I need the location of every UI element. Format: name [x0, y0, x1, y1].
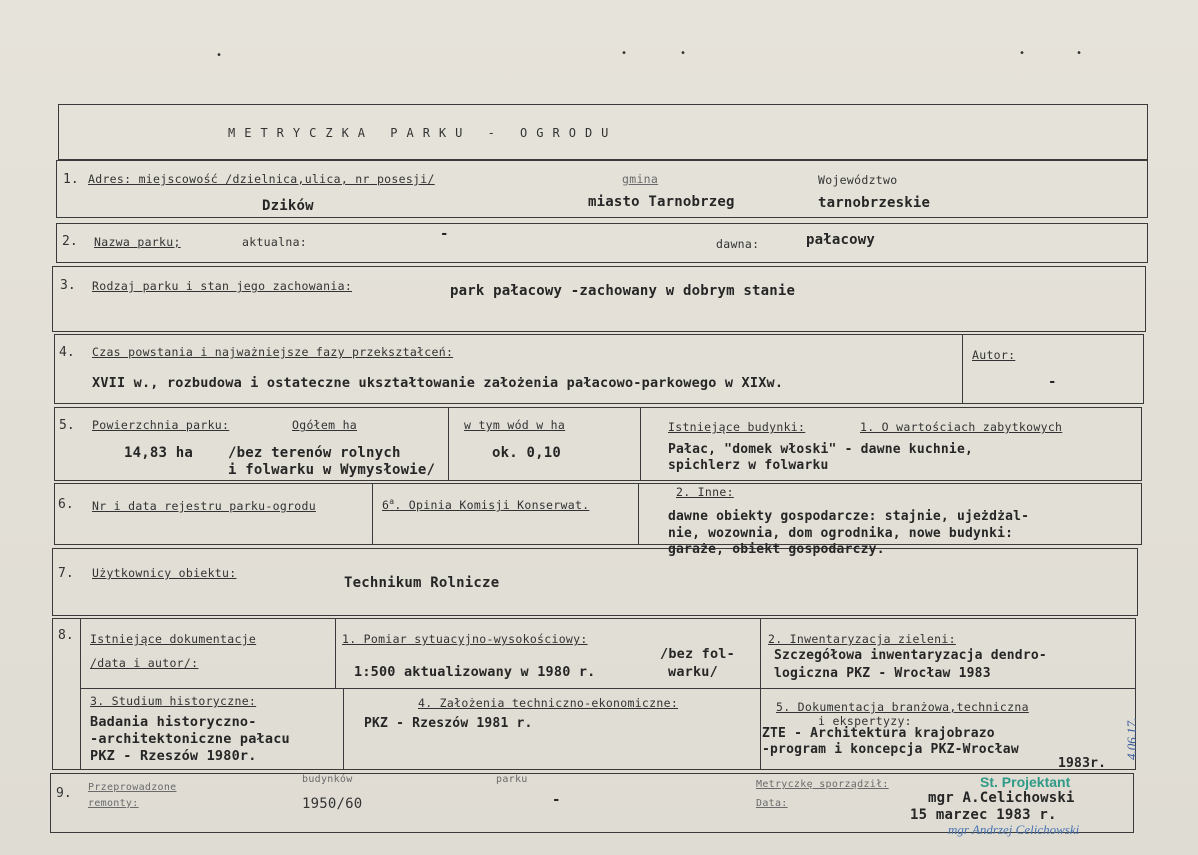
- branch-docs-label-1: 5. Dokumentacja branżowa,techniczna: [776, 700, 1029, 714]
- speck: •: [621, 48, 628, 59]
- greenery-label: 2. Inwentaryzacja zieleni:: [768, 632, 956, 646]
- row-8-divider-d: [343, 688, 344, 770]
- survey-value: 1:500 aktualizowany w 1980 r.: [354, 664, 596, 680]
- repairs-buildings-value: 1950/60: [302, 796, 363, 812]
- row-8-divider-b: [335, 618, 336, 688]
- water-value: ok. 0,10: [492, 445, 562, 461]
- row-6-number: 6.: [58, 497, 74, 512]
- former-name-label: dawna:: [716, 237, 760, 251]
- users-label: Użytkownicy obiektu:: [92, 566, 237, 580]
- other-buildings-value-1: dawne obiekty gospodarcze: stajnie, ujeżdżal-: [668, 509, 1030, 524]
- form-title: METRYCZKA PARKU - OGRODU: [228, 126, 618, 140]
- row-5-divider-b: [640, 407, 641, 481]
- area-note-2: i folwarku w Wymysłowie/: [228, 462, 436, 478]
- address-label: Adres: miejscowość /dzielnica,ulica, nr posesji/: [88, 172, 435, 186]
- row-9-number: 9.: [56, 786, 72, 801]
- park-name-label: Nazwa parku;: [94, 235, 181, 249]
- row-5-number: 5.: [59, 418, 75, 433]
- speck: •: [216, 50, 223, 61]
- register-label: Nr i data rejestru parku-ogrodu: [92, 499, 316, 513]
- buildings-value-2: spichlerz w folwarku: [668, 458, 829, 473]
- row-1-number: 1.: [63, 172, 79, 187]
- voivodeship-value: tarnobrzeskie: [818, 195, 931, 211]
- opinion-label: [382, 497, 589, 512]
- repairs-park-value: -: [552, 792, 561, 808]
- opinion-number: 6: [382, 497, 390, 512]
- buildings-value-1: Pałac, "domek włoski" - dawne kuchnie,: [668, 442, 974, 457]
- survey-label: 1. Pomiar sytuacyjno-wysokościowy:: [342, 632, 588, 646]
- row-8-mid: [80, 688, 1136, 689]
- docs-label-1: Istniejące dokumentacje: [90, 632, 257, 646]
- users-value: Technikum Rolnicze: [344, 575, 500, 591]
- branch-docs-value-1: ZTE - Architektura krajobrazo: [762, 726, 995, 741]
- row-8-divider-c: [760, 618, 761, 770]
- technical-value: PKZ - Rzeszów 1981 r.: [364, 716, 533, 731]
- date-value: 15 marzec 1983 r.: [910, 807, 1057, 823]
- docs-label-2: /data i autor/:: [90, 656, 199, 670]
- water-label: w tym wód w ha: [464, 418, 566, 432]
- park-type-value: park pałacowy -zachowany w dobrym stanie: [450, 283, 796, 299]
- row-5-divider-a: [448, 407, 449, 481]
- buildings-label: Istniejące budynki:: [668, 420, 806, 434]
- speck: •: [680, 48, 687, 59]
- repairs-label-2: remonty:: [88, 798, 139, 809]
- row-3-box: [52, 266, 1146, 332]
- stamp-title: St. Projektant: [980, 774, 1071, 790]
- address-value: Dzików: [262, 198, 314, 214]
- area-total-label: Ogółem ha: [292, 418, 358, 432]
- row-6-divider-a: [372, 483, 373, 545]
- speck: •: [1076, 48, 1083, 59]
- park-type-label: Rodzaj parku i stan jego zachowania:: [92, 279, 353, 293]
- current-name-label: aktualna:: [242, 235, 308, 249]
- buildings-sub-label: 1. O wartościach zabytkowych: [860, 420, 1063, 434]
- historical-study-value-1: Badania historyczno-: [90, 714, 257, 730]
- margin-note: 4.06.17.: [1124, 717, 1139, 760]
- author-value: -: [1048, 374, 1057, 390]
- opinion-sup: a: [389, 497, 395, 506]
- greenery-value-1: Szczegółowa inwentaryzacja dendro-: [774, 648, 1047, 663]
- row-7-number: 7.: [58, 566, 74, 581]
- row-4-divider: [962, 334, 963, 404]
- area-note-1: /bez terenów rolnych: [228, 445, 401, 461]
- former-name-value: pałacowy: [806, 232, 876, 248]
- technical-label: 4. Założenia techniczno-ekonomiczne:: [418, 696, 679, 710]
- greenery-value-2: logiczna PKZ - Wrocław 1983: [774, 666, 991, 681]
- branch-docs-value-2: -program i koncepcja PKZ-Wrocław: [762, 742, 1019, 757]
- prepared-by-label: Metryczkę sporządził:: [756, 779, 889, 790]
- opinion-text: . Opinia Komisji Konserwat.: [394, 497, 590, 512]
- repairs-label-1: Przeprowadzone: [88, 782, 177, 793]
- repairs-buildings-label: budynków: [302, 774, 353, 785]
- survey-note-2: warku/: [668, 664, 718, 680]
- other-buildings-value-3: garaże, obiekt gospodarczy.: [668, 542, 885, 557]
- date-label: Data:: [756, 798, 788, 809]
- row-3-number: 3.: [60, 278, 76, 293]
- history-value: XVII w., rozbudowa i ostateczne ukształtowanie założenia pałacowo-parkowego w XIXw.: [92, 375, 784, 391]
- row-2-box: [56, 223, 1148, 263]
- historical-study-label: 3. Studium historyczne:: [90, 694, 257, 708]
- row-4-number: 4.: [59, 345, 75, 360]
- other-buildings-label: 2. Inne:: [676, 485, 734, 499]
- author-label: Autor:: [972, 348, 1016, 362]
- current-name-value: -: [440, 226, 449, 242]
- historical-study-value-2: -architektoniczne pałacu: [90, 731, 290, 747]
- survey-note-1: /bez fol-: [660, 646, 735, 662]
- row-2-number: 2.: [62, 234, 78, 249]
- gmina-value: miasto Tarnobrzeg: [588, 194, 735, 210]
- repairs-park-label: parku: [496, 774, 528, 785]
- row-7-box: [52, 548, 1138, 616]
- row-8-divider-a: [80, 618, 81, 770]
- prepared-by-value: mgr A.Celichowski: [928, 790, 1075, 806]
- historical-study-value-3: PKZ - Rzeszów 1980r.: [90, 748, 257, 764]
- row-8-number: 8.: [58, 628, 74, 643]
- speck: •: [1019, 48, 1026, 59]
- branch-docs-label-2: i ekspertyzy:: [818, 714, 912, 728]
- gmina-label: gmina: [622, 172, 659, 186]
- stamp-signature: mgr Andrzej Celichowski: [948, 822, 1080, 837]
- branch-docs-value-3: 1983r.: [1058, 756, 1107, 771]
- row-6-divider-b: [638, 483, 639, 545]
- other-buildings-value-2: nie, wozownia, dom ogrodnika, nowe budynki:: [668, 526, 1014, 541]
- history-label: Czas powstania i najważniejsze fazy przekształceń:: [92, 345, 454, 359]
- area-label: Powierzchnia parku:: [92, 418, 230, 432]
- voivodeship-label: Województwo: [818, 173, 898, 187]
- area-value: 14,83 ha: [124, 445, 194, 461]
